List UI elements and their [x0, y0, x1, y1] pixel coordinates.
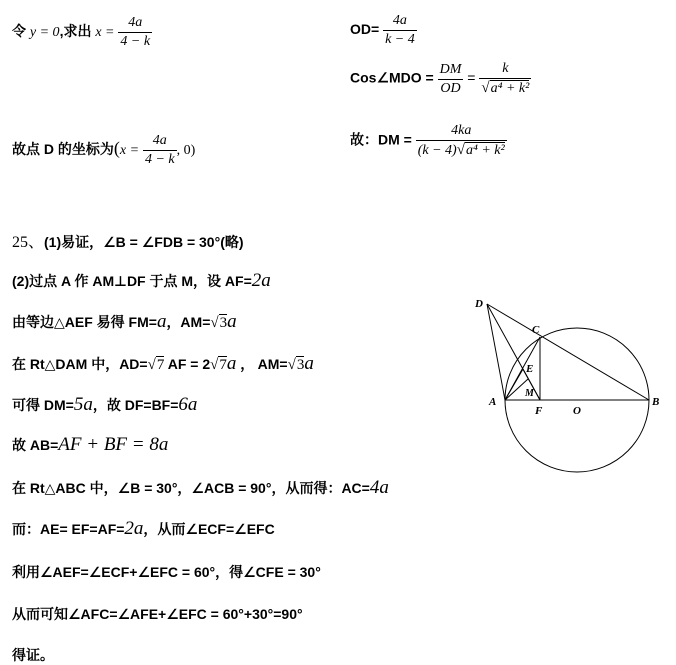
numerator: k	[479, 60, 531, 79]
numerator: 4ka	[416, 122, 507, 141]
radical-sign: √	[287, 357, 296, 373]
problem-number: 25、	[12, 234, 45, 251]
eq-x: x =	[119, 143, 140, 159]
radical-sign: √	[210, 315, 219, 331]
line-part2-setup	[12, 270, 271, 292]
radical-sign: √	[210, 357, 219, 373]
label-cos: Cos∠MDO =	[350, 69, 434, 86]
radicand: 7	[219, 357, 227, 373]
fraction-x-value	[118, 14, 152, 51]
line-let-y-zero	[12, 14, 152, 51]
den-prefix: (k − 4)	[417, 143, 457, 158]
line-25-part1	[12, 229, 244, 252]
line-dm	[350, 122, 507, 160]
paren-open: (	[113, 138, 120, 159]
value-a: a	[227, 311, 237, 332]
fraction-od	[383, 12, 417, 49]
text-let: 令	[12, 23, 26, 40]
text-qed: 得证。	[12, 647, 54, 663]
radical-sign: √	[456, 142, 465, 158]
text-part1: (1)易证，∠B = ∠FDB = 30°(略)	[44, 234, 244, 250]
text-am: ，AM=	[166, 314, 211, 330]
radical-sign: √	[147, 357, 156, 373]
segment-db	[487, 304, 649, 400]
label-o: O	[573, 405, 581, 417]
value-a: a	[156, 311, 167, 332]
text-df-bf: ，故 DF=BF=	[92, 397, 179, 413]
text-ae: 而：AE= EF=AF=	[12, 521, 125, 537]
line-cos-mdo	[350, 60, 531, 98]
line-od	[350, 12, 417, 49]
value-4a: 4a	[369, 477, 389, 498]
label-dm: 故：DM =	[350, 131, 412, 148]
line-dm-df	[12, 394, 197, 416]
radicand: a⁴ + k²	[465, 143, 505, 158]
text-am: ， AM=	[240, 356, 288, 372]
radicand: 7	[156, 357, 165, 373]
geometry-figure	[465, 290, 670, 490]
text-angle-aef: 利用∠AEF=∠ECF+∠EFC = 60°，得∠CFE = 30°	[12, 564, 321, 580]
numerator: 4a	[383, 12, 417, 31]
label-od: OD=	[350, 21, 380, 38]
label-m: M	[525, 388, 534, 399]
radicand: a⁴ + k²	[490, 81, 530, 96]
fraction-dm-od	[438, 61, 464, 98]
label-e: E	[526, 363, 534, 375]
value-2a: 2a	[251, 270, 271, 291]
label-f: F	[535, 405, 543, 417]
text-fm: 由等边△AEF 易得 FM=	[12, 314, 157, 330]
expr-ab: AF + BF = 8a	[58, 434, 169, 455]
radicand: 3	[219, 315, 228, 331]
fraction-k-root	[479, 60, 531, 98]
line-qed	[12, 645, 54, 665]
value-a: a	[304, 353, 314, 374]
line-fm-am	[12, 311, 237, 333]
segment-da	[487, 304, 505, 400]
text-angle-afc: 从而可知∠AFC=∠AFE+∠EFC = 60°+30°=90°	[12, 606, 303, 622]
denominator	[479, 79, 531, 98]
line-point-d	[12, 132, 195, 169]
radical-sign: √	[481, 80, 490, 96]
line-rt-dam	[12, 353, 314, 375]
paren-close: , 0)	[176, 143, 196, 159]
text-dm: 可得 DM=	[12, 397, 74, 413]
denominator: OD	[440, 80, 461, 96]
label-c: C	[532, 324, 540, 336]
text-point-d: 故点 D 的坐标为	[12, 141, 114, 158]
line-rt-abc	[12, 477, 389, 499]
numerator: 4a	[143, 132, 177, 151]
denominator: k − 4	[385, 32, 415, 47]
label-d: D	[475, 298, 483, 310]
value-a: a	[226, 353, 237, 374]
text-rt-abc: 在 Rt△ABC 中，∠B = 30°，∠ACB = 90°，从而得：AC=	[12, 480, 370, 496]
text-setup: (2)过点 A 作 AM⊥DF 于点 M，设 AF=	[12, 273, 252, 289]
equals-sign: =	[467, 69, 476, 86]
fraction-dm	[416, 122, 507, 160]
radicand: 3	[296, 357, 305, 373]
value-5a: 5a	[73, 394, 93, 415]
eq-x: x =	[95, 25, 115, 41]
numerator: 4a	[118, 14, 152, 33]
segment-ae	[505, 369, 523, 400]
text-ad: 在 Rt△DAM 中，AD=	[12, 356, 148, 372]
fraction-d-x	[143, 132, 177, 169]
text-ab: 故 AB=	[12, 437, 59, 453]
denominator: 4 − k	[120, 34, 151, 49]
text-ecf-efc: ，从而∠ECF=∠EFC	[143, 521, 275, 537]
value-6a: 6a	[178, 394, 198, 415]
denominator: 4 − k	[144, 152, 175, 167]
denominator	[416, 141, 507, 160]
line-ae-ef-af	[12, 518, 275, 540]
eq-y-zero: y = 0	[29, 25, 60, 41]
label-b: B	[652, 396, 660, 408]
numerator: DM	[438, 61, 464, 80]
text-solve: ,求出	[59, 23, 92, 40]
label-a: A	[489, 396, 497, 408]
line-angle-aef	[12, 562, 321, 582]
line-ab	[12, 434, 168, 456]
text-af: AF = 2	[167, 356, 211, 372]
line-angle-afc	[12, 604, 303, 624]
value-2a: 2a	[124, 518, 144, 539]
